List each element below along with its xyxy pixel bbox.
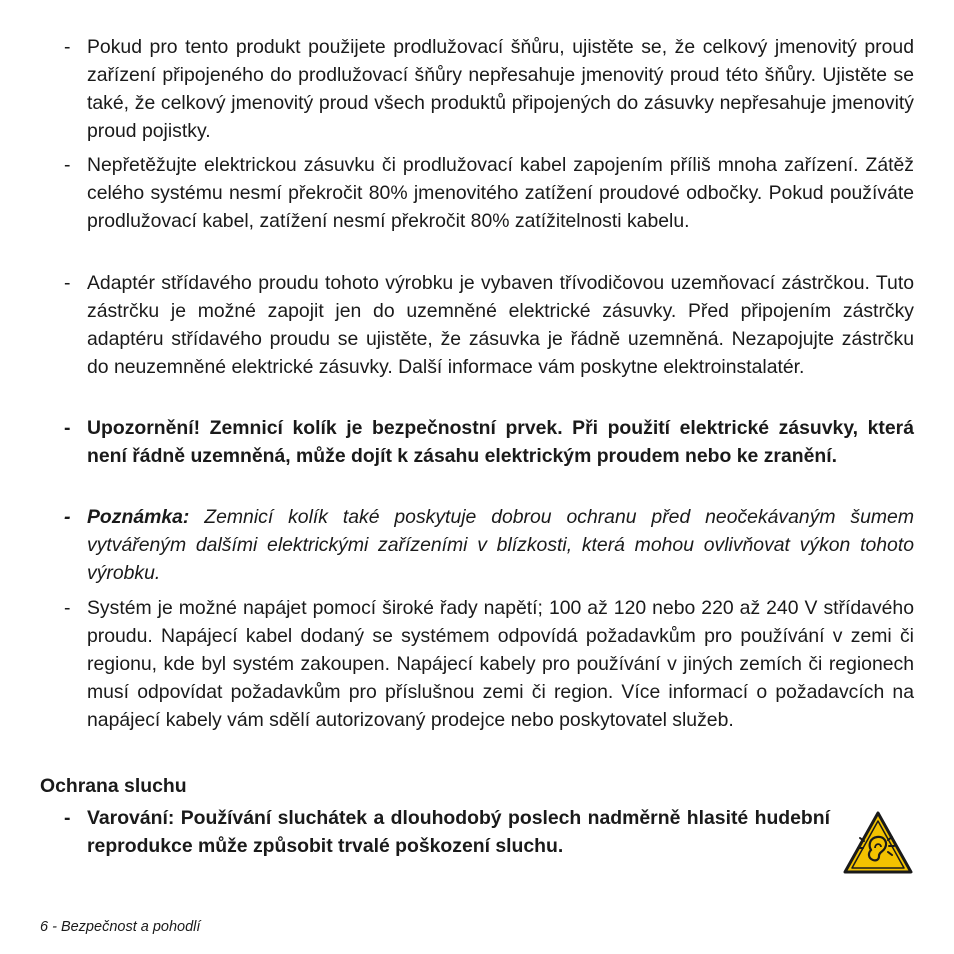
paragraph-note xyxy=(87,503,914,587)
list-item xyxy=(60,33,914,145)
list-item xyxy=(60,804,830,860)
list-item xyxy=(60,151,914,235)
list-item xyxy=(60,269,914,381)
list-dash: - xyxy=(64,154,71,176)
paragraph-caution: Upozornění! Zemnicí kolík je bezpečnostní prvek. Při použití elektrické zásuvky, která není řádně uzemněná, může dojít k zásahu elektrickým proudem nebo ke zranění. xyxy=(87,417,914,467)
list-item xyxy=(60,414,914,470)
paragraph-voltage: Systém je možné napájet pomocí široké řady napětí; 100 až 120 nebo 220 až 240 V střídavého proudu. Napájecí kabel dodaný se systémem odpovídá požadavkům pro používání v zemi či regionu, kde byl systém zakoupen. Napájecí kabely pro používání v jiných zemích či regionech musí odpovídat požadavkům pro příslušnou zemi či region. Více informací o požadavcích na napájecí kabely vám sdělí autorizovaný prodejce nebo poskytovatel služeb. xyxy=(87,597,914,731)
hearing-damage-warning-icon xyxy=(842,810,914,876)
paragraph-hearing-warning: Varování: Používání sluchátek a dlouhodobý poslech nadměrně hlasité hudební reprodukce může způsobit trvalé poškození sluchu. xyxy=(87,807,830,857)
list-dash: - xyxy=(64,807,71,829)
note-label: Poznámka: xyxy=(87,506,190,528)
list-dash: - xyxy=(64,597,71,619)
paragraph-overload: Nepřetěžujte elektrickou zásuvku či prodlužovací kabel zapojením příliš mnoha zařízení. Zátěž celého systému nesmí překročit 80% jmenovitého zatížení proudové odbočky. Pokud používáte prodlužovací kabel, zatížení nesmí překročit 80% zatížitelnosti kabelu. xyxy=(87,154,914,232)
list-item xyxy=(60,503,914,587)
list-dash: - xyxy=(64,506,71,528)
paragraph-extension-cord: Pokud pro tento produkt použijete prodlužovací šňůru, ujistěte se, že celkový jmenovitý proud zařízení připojeného do prodlužovací šňůry nepřesahuje jmenovitý proud této šňůry. Ujistěte se také, že celkový jmenovitý proud všech produktů připojených do zásuvky nepřesahuje jmenovitý proud pojistky. xyxy=(87,36,914,142)
page-footer: 6 - Bezpečnost a pohodlí xyxy=(40,919,201,935)
list-item xyxy=(60,594,914,734)
list-dash: - xyxy=(64,272,71,294)
note-text: Zemnicí kolík také poskytuje dobrou ochranu před neočekávaným šumem vytvářeným dalšími elektrickými zařízeními v blízkosti, která mohou ovlivňovat výkon tohoto výrobku. xyxy=(87,506,914,584)
list-dash: - xyxy=(64,417,71,439)
list-dash: - xyxy=(64,36,71,58)
paragraph-grounded-plug: Adaptér střídavého proudu tohoto výrobku je vybaven třívodičovou uzemňovací zástrčkou. Tuto zástrčku je možné zapojit jen do uzemněné elektrické zásuvky. Před připojením zástrčky adaptéru střídavého proudu se ujistěte, že zásuvka je řádně uzemněná. Nezapojujte zástrčku do neuzemněné elektrické zásuvky. Další informace vám poskytne elektroinstalatér. xyxy=(87,272,914,378)
section-heading: Ochrana sluchu xyxy=(40,775,187,797)
